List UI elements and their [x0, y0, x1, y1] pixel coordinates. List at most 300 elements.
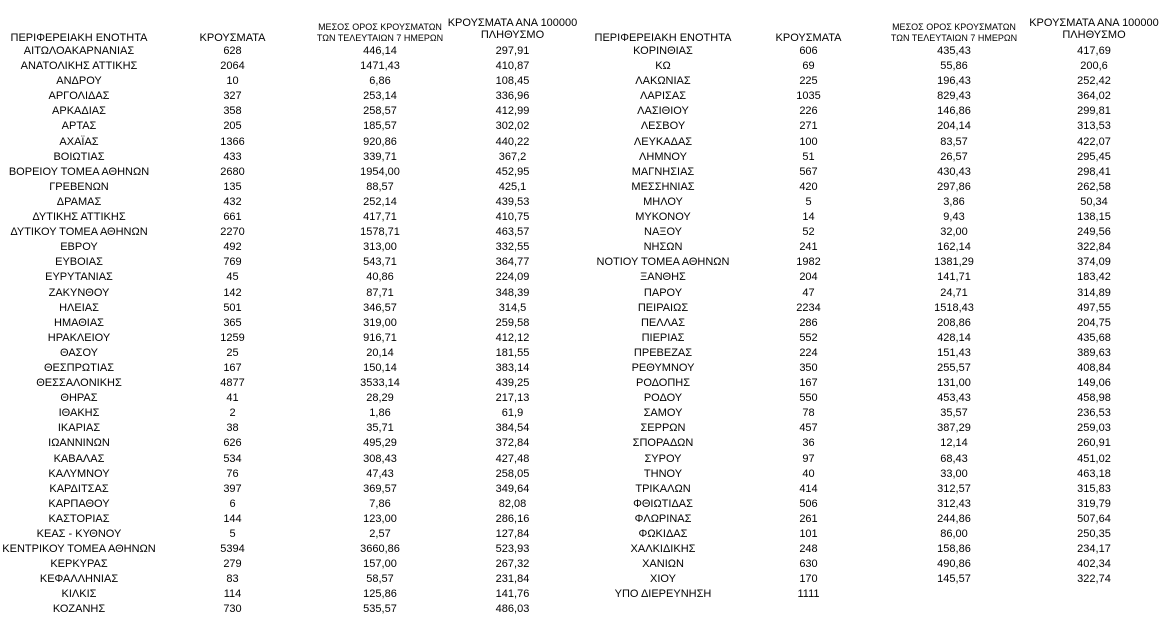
cell-avg7: 495,29 — [363, 437, 397, 450]
cell-cases: 5 — [805, 195, 812, 208]
cell-avg7: 7,86 — [369, 497, 391, 510]
cell-per100k: 374,09 — [1077, 256, 1111, 269]
cell-per100k: 372,84 — [495, 437, 530, 450]
cell-per100k: 507,64 — [1077, 512, 1111, 525]
table-row — [589, 391, 1166, 406]
cell-avg7: 435,43 — [937, 45, 971, 57]
cell-per100k: 332,55 — [495, 241, 530, 254]
table-row — [589, 301, 1166, 316]
cell-avg7: 33,00 — [940, 467, 968, 480]
cell-avg7: 346,57 — [363, 301, 397, 314]
cell-avg7: 1381,29 — [934, 256, 974, 269]
table-row — [589, 527, 1166, 542]
table-row — [0, 74, 585, 89]
cell-avg7: 417,71 — [363, 211, 397, 224]
cell-cases: 100 — [799, 135, 818, 148]
cell-region: ΚΑΒΑΛΑΣ — [53, 452, 105, 465]
cell-per100k: 383,14 — [495, 361, 530, 374]
table-row — [0, 436, 585, 451]
cell-cases: 248 — [799, 543, 818, 556]
cell-avg7: 20,14 — [366, 346, 394, 359]
cell-region: ΣΕΡΡΩΝ — [640, 422, 686, 435]
cell-region: ΚΕΡΚΥΡΑΣ — [50, 558, 108, 571]
cell-region: ΑΡΚΑΔΙΑΣ — [52, 105, 106, 118]
cell-avg7: 131,00 — [937, 377, 971, 390]
table-row — [589, 436, 1166, 451]
cell-cases: 2270 — [220, 226, 245, 239]
cell-avg7: 141,71 — [937, 271, 971, 284]
cell-avg7: 1518,43 — [934, 301, 974, 314]
table-row — [589, 225, 1166, 240]
cell-region: ΧΑΝΙΩΝ — [642, 558, 684, 571]
cell-avg7: 145,57 — [937, 573, 971, 586]
cell-cases: 167 — [799, 377, 818, 390]
cell-per100k: 258,05 — [495, 467, 530, 480]
cell-cases: 14 — [802, 211, 815, 224]
cell-avg7: 252,14 — [363, 195, 397, 208]
cell-avg7: 312,57 — [937, 482, 971, 495]
cell-region: ΜΗΛΟΥ — [643, 195, 683, 208]
header-region: ΠΕΡΙΦΕΡΕΙΑΚΗ ΕΝΟΤΗΤΑ — [594, 32, 732, 44]
cell-per100k: 314,89 — [1077, 286, 1111, 299]
cell-cases: 550 — [799, 392, 818, 405]
cell-per100k: 463,57 — [495, 226, 530, 239]
cell-per100k: 412,99 — [495, 105, 530, 118]
cell-cases: 1259 — [220, 331, 245, 344]
cell-per100k: 412,12 — [495, 331, 530, 344]
table-row — [0, 135, 585, 150]
table-row — [589, 452, 1166, 467]
table-row — [0, 391, 585, 406]
cell-region: ΜΕΣΣΗΝΙΑΣ — [631, 180, 695, 193]
cell-per100k: 127,84 — [495, 528, 530, 540]
cell-region: ΧΙΟΥ — [650, 573, 676, 586]
cell-region: ΚΑΡΔΙΤΣΑΣ — [49, 482, 109, 495]
cell-cases: 286 — [799, 316, 818, 329]
cell-region: ΘΗΡΑΣ — [60, 392, 98, 405]
table-row — [0, 180, 585, 195]
cell-avg7: 150,14 — [363, 361, 397, 374]
cell-region: ΕΥΒΟΙΑΣ — [55, 256, 103, 269]
table-row — [0, 240, 585, 255]
table-row — [0, 467, 585, 482]
table-row — [0, 286, 585, 301]
cell-avg7: 40,86 — [366, 271, 394, 284]
cell-region: ΦΩΚΙΔΑΣ — [638, 528, 688, 540]
cell-region: ΑΧΑΪΑΣ — [59, 135, 99, 148]
cell-region: ΙΘΑΚΗΣ — [58, 407, 100, 420]
cell-per100k: 50,34 — [1080, 195, 1108, 208]
cell-per100k: 234,17 — [1077, 543, 1111, 556]
cell-avg7: 3660,86 — [360, 543, 400, 556]
cell-cases: 45 — [226, 271, 239, 284]
table-row — [0, 406, 585, 421]
cell-cases: 279 — [223, 558, 242, 571]
cell-cases: 628 — [223, 45, 242, 57]
table-header — [0, 0, 585, 44]
cell-avg7: 32,00 — [940, 226, 968, 239]
cell-avg7: 339,71 — [363, 150, 397, 163]
cell-avg7: 1471,43 — [360, 60, 400, 73]
cell-avg7: 387,29 — [937, 422, 971, 435]
cell-avg7: 87,71 — [366, 286, 394, 299]
header-region: ΠΕΡΙΦΕΡΕΙΑΚΗ ΕΝΟΤΗΤΑ — [10, 32, 148, 44]
cell-cases: 567 — [799, 165, 818, 178]
cell-region: ΧΑΛΚΙΔΙΚΗΣ — [630, 543, 696, 556]
cell-per100k: 384,54 — [495, 422, 530, 435]
cell-region: ΚΕΑΣ - ΚΥΘΝΟΥ — [36, 528, 122, 540]
cell-region: ΛΗΜΝΟΥ — [639, 150, 687, 163]
cell-per100k: 435,68 — [1077, 331, 1111, 344]
cell-region: ΔΥΤΙΚΟΥ ΤΟΜΕΑ ΑΘΗΝΩΝ — [10, 226, 148, 239]
table-row — [0, 331, 585, 346]
cell-per100k: 439,53 — [495, 195, 530, 208]
cell-region: ΠΑΡΟΥ — [643, 286, 683, 299]
cell-per100k: 138,15 — [1077, 211, 1111, 224]
cell-region: ΓΡΕΒΕΝΩΝ — [49, 180, 109, 193]
cell-cases: 69 — [802, 60, 815, 73]
cell-cases: 492 — [223, 241, 242, 254]
cell-region: ΚΕΦΑΛΛΗΝΙΑΣ — [39, 573, 119, 586]
cell-per100k: 322,74 — [1077, 573, 1111, 586]
cell-cases: 47 — [802, 286, 815, 299]
cell-per100k: 458,98 — [1077, 392, 1111, 405]
cell-cases: 25 — [226, 346, 239, 359]
header-per100k: ΚΡΟΥΣΜΑΤΑ ΑΝΑ 100000 ΠΛΗΘΥΣΜΟ — [1029, 17, 1159, 41]
cell-per100k: 389,63 — [1077, 346, 1111, 359]
cell-cases: 10 — [226, 75, 239, 88]
cell-per100k: 250,35 — [1077, 528, 1111, 540]
cell-cases: 2064 — [220, 60, 245, 73]
cell-avg7: 255,57 — [937, 361, 971, 374]
cell-avg7: 9,43 — [943, 211, 965, 224]
cell-cases: 142 — [223, 286, 242, 299]
cell-region: ΛΑΡΙΣΑΣ — [639, 90, 686, 103]
cell-cases: 397 — [223, 482, 242, 495]
cell-per100k: 224,09 — [495, 271, 530, 284]
cell-cases: 101 — [799, 528, 818, 540]
cell-region: ΛΑΚΩΝΙΑΣ — [635, 75, 691, 88]
table-row — [589, 150, 1166, 165]
table-row — [0, 452, 585, 467]
table-row — [589, 270, 1166, 285]
cell-region: ΤΗΝΟΥ — [643, 467, 683, 480]
cell-region: ΝΗΣΩΝ — [643, 241, 683, 254]
cell-cases: 2 — [229, 407, 236, 420]
cell-avg7: 86,00 — [940, 528, 968, 540]
table-row — [589, 240, 1166, 255]
cell-region: ΚΑΛΥΜΝΟΥ — [48, 467, 110, 480]
cell-cases: 261 — [799, 512, 818, 525]
cell-region: ΡΟΔΟΠΗΣ — [635, 377, 691, 390]
table-row — [0, 602, 585, 617]
table-row — [589, 467, 1166, 482]
cell-region: ΠΙΕΡΙΑΣ — [641, 331, 685, 344]
cell-cases: 225 — [799, 75, 818, 88]
cell-avg7: 58,57 — [366, 573, 394, 586]
cell-per100k: 319,79 — [1077, 497, 1111, 510]
cell-region: ΚΟΡΙΝΘΙΑΣ — [633, 45, 693, 57]
cell-cases: 36 — [802, 437, 815, 450]
cell-cases: 1366 — [220, 135, 245, 148]
table-row — [589, 89, 1166, 104]
table-row — [589, 572, 1166, 587]
cell-cases: 224 — [799, 346, 818, 359]
cell-region: ΚΟΖΑΝΗΣ — [52, 603, 106, 616]
cell-cases: 1982 — [796, 256, 821, 269]
cell-cases: 4877 — [220, 377, 245, 390]
table-row — [0, 195, 585, 210]
table-row — [589, 406, 1166, 421]
table-row — [589, 59, 1166, 74]
cell-per100k: 141,76 — [495, 588, 530, 601]
table-row — [589, 135, 1166, 150]
table-row — [0, 270, 585, 285]
cell-region: ΛΕΣΒΟΥ — [640, 120, 686, 133]
cell-cases: 358 — [223, 105, 242, 118]
cell-per100k: 217,13 — [495, 392, 530, 405]
cell-per100k: 299,81 — [1077, 105, 1111, 118]
table-row — [589, 286, 1166, 301]
cell-region: ΕΒΡΟΥ — [60, 241, 98, 254]
table-row — [0, 150, 585, 165]
cell-region: ΛΑΣΙΘΙΟΥ — [637, 105, 689, 118]
cell-per100k: 183,42 — [1077, 271, 1111, 284]
cell-region: ΦΛΩΡΙΝΑΣ — [634, 512, 692, 525]
cell-avg7: 258,57 — [363, 105, 397, 118]
cell-region: ΛΕΥΚΑΔΑΣ — [633, 135, 693, 148]
header-per100k: ΚΡΟΥΣΜΑΤΑ ΑΝΑ 100000 ΠΛΗΘΥΣΜΟ — [447, 17, 578, 41]
cell-avg7: 535,57 — [363, 603, 397, 616]
cell-avg7: 1,86 — [369, 407, 391, 420]
cell-per100k: 108,45 — [495, 75, 530, 88]
cell-per100k: 298,41 — [1077, 165, 1111, 178]
cell-per100k: 348,39 — [495, 286, 530, 299]
cell-avg7: 83,57 — [940, 135, 968, 148]
cell-avg7: 68,43 — [940, 452, 968, 465]
cell-region: ΑΝΑΤΟΛΙΚΗΣ ΑΤΤΙΚΗΣ — [20, 60, 138, 73]
cell-per100k: 252,42 — [1077, 75, 1111, 88]
cell-region: ΚΙΛΚΙΣ — [61, 588, 97, 601]
cell-per100k: 260,91 — [1077, 437, 1111, 450]
cell-avg7: 308,43 — [363, 452, 397, 465]
cell-cases: 420 — [799, 180, 818, 193]
cell-cases: 76 — [226, 467, 239, 480]
cell-per100k: 410,87 — [495, 60, 530, 73]
table-row — [0, 482, 585, 497]
table-row — [0, 376, 585, 391]
cell-cases: 661 — [223, 211, 242, 224]
cell-cases: 457 — [799, 422, 818, 435]
cell-per100k: 297,91 — [495, 45, 530, 57]
cell-avg7: 428,14 — [937, 331, 971, 344]
cell-cases: 6 — [229, 497, 236, 510]
cell-avg7: 319,00 — [363, 316, 397, 329]
table-row — [589, 482, 1166, 497]
table-body-right — [589, 44, 1166, 602]
cell-region: ΜΑΓΝΗΣΙΑΣ — [631, 165, 695, 178]
cell-cases: 52 — [802, 226, 815, 239]
table-row — [589, 512, 1166, 527]
cell-per100k: 200,6 — [1080, 60, 1108, 73]
table-row — [0, 225, 585, 240]
cell-cases: 1035 — [796, 90, 821, 103]
cell-per100k: 322,84 — [1077, 241, 1111, 254]
cell-per100k: 463,18 — [1077, 467, 1111, 480]
table-row — [0, 119, 585, 134]
cell-avg7: 244,86 — [937, 512, 971, 525]
cell-region: ΚΑΣΤΟΡΙΑΣ — [48, 512, 110, 525]
table-row — [589, 331, 1166, 346]
cell-avg7: 2,57 — [369, 528, 391, 540]
cell-cases: 350 — [799, 361, 818, 374]
table-row — [0, 59, 585, 74]
table-row — [0, 104, 585, 119]
cell-avg7: 28,29 — [366, 392, 394, 405]
table-row — [0, 421, 585, 436]
cell-region: ΘΕΣΣΑΛΟΝΙΚΗΣ — [36, 377, 122, 390]
cell-cases: 2680 — [220, 165, 245, 178]
cell-cases: 51 — [802, 150, 815, 163]
cell-region: ΙΚΑΡΙΑΣ — [57, 422, 101, 435]
cell-cases: 414 — [799, 482, 818, 495]
cell-region: ΘΕΣΠΡΩΤΙΑΣ — [43, 361, 115, 374]
cell-cases: 552 — [799, 331, 818, 344]
cell-per100k: 425,1 — [498, 180, 527, 193]
table-row — [589, 497, 1166, 512]
cell-avg7: 35,57 — [940, 407, 968, 420]
cell-per100k: 231,84 — [495, 573, 530, 586]
cell-region: ΚΕΝΤΡΙΚΟΥ ΤΟΜΕΑ ΑΘΗΝΩΝ — [2, 543, 156, 556]
cell-per100k: 302,02 — [495, 120, 530, 133]
cell-region: ΑΝΔΡΟΥ — [56, 75, 102, 88]
cell-cases: 5394 — [220, 543, 245, 556]
cell-avg7: 3,86 — [943, 195, 965, 208]
cell-cases: 506 — [799, 497, 818, 510]
cell-region: ΡΕΘΥΜΝΟΥ — [631, 361, 695, 374]
cell-avg7: 125,86 — [363, 588, 397, 601]
cell-avg7: 24,71 — [940, 286, 968, 299]
cell-cases: 83 — [226, 573, 239, 586]
cell-avg7: 185,57 — [363, 120, 397, 133]
cell-per100k: 422,07 — [1077, 135, 1111, 148]
table-row — [589, 255, 1166, 270]
cell-cases: 241 — [799, 241, 818, 254]
cell-cases: 38 — [226, 422, 239, 435]
cell-region: ΚΩ — [655, 60, 671, 73]
cell-region: ΣΠΟΡΑΔΩΝ — [632, 437, 694, 450]
cell-avg7: 369,57 — [363, 482, 397, 495]
cell-per100k: 315,83 — [1077, 482, 1111, 495]
table-row — [589, 165, 1166, 180]
cell-per100k: 440,22 — [495, 135, 530, 148]
cell-per100k: 236,53 — [1077, 407, 1111, 420]
header-cases: ΚΡΟΥΣΜΑΤΑ — [199, 32, 266, 44]
table-row — [589, 316, 1166, 331]
cell-avg7: 162,14 — [937, 241, 971, 254]
cell-avg7: 55,86 — [940, 60, 968, 73]
table-row — [589, 587, 1166, 602]
cell-per100k: 364,77 — [495, 256, 530, 269]
cell-per100k: 61,9 — [501, 407, 524, 420]
cell-avg7: 430,43 — [937, 165, 971, 178]
table-row — [589, 119, 1166, 134]
cell-cases: 730 — [223, 603, 242, 616]
cell-cases: 534 — [223, 452, 242, 465]
cell-avg7: 490,86 — [937, 558, 971, 571]
cell-avg7: 157,00 — [363, 558, 397, 571]
cell-region: ΝΑΞΟΥ — [644, 226, 682, 239]
cell-avg7: 1954,00 — [360, 165, 400, 178]
table-row — [0, 255, 585, 270]
cell-cases: 135 — [223, 180, 242, 193]
cell-region: ΒΟΙΩΤΙΑΣ — [53, 150, 105, 163]
cell-avg7: 12,14 — [940, 437, 968, 450]
cell-per100k: 259,58 — [495, 316, 530, 329]
cell-avg7: 829,43 — [937, 90, 971, 103]
table-row — [589, 376, 1166, 391]
table-row — [0, 165, 585, 180]
table-row — [589, 210, 1166, 225]
cell-cases: 327 — [223, 90, 242, 103]
cell-per100k: 249,56 — [1077, 226, 1111, 239]
cell-cases: 433 — [223, 150, 242, 163]
table-row — [0, 557, 585, 572]
cell-avg7: 3533,14 — [360, 377, 400, 390]
table-row — [589, 180, 1166, 195]
cell-avg7: 26,57 — [940, 150, 968, 163]
table-row — [0, 44, 585, 59]
table-row — [0, 301, 585, 316]
cell-region: ΤΡΙΚΑΛΩΝ — [635, 482, 691, 495]
cell-avg7: 88,57 — [366, 180, 394, 193]
cell-region: ΣΑΜΟΥ — [643, 407, 683, 420]
table-right-half — [589, 0, 1166, 602]
table-row — [589, 44, 1166, 59]
cell-per100k: 82,08 — [498, 497, 527, 510]
cell-avg7: 146,86 — [937, 105, 971, 118]
cell-per100k: 410,75 — [495, 211, 530, 224]
header-avg7: ΜΕΣΟΣ ΟΡΟΣ ΚΡΟΥΣΜΑΤΩΝ ΤΩΝ ΤΕΛΕΥΤΑΙΩΝ 7 ΗΜΕΡΩΝ — [890, 22, 1018, 43]
cell-region: ΑΙΤΩΛΟΑΚΑΡΝΑΝΙΑΣ — [23, 45, 135, 57]
table-row — [0, 542, 585, 557]
cell-per100k: 417,69 — [1077, 45, 1111, 57]
cell-avg7: 151,43 — [937, 346, 971, 359]
cell-region: ΑΡΓΟΛΙΔΑΣ — [48, 90, 110, 103]
cell-per100k: 314,5 — [498, 301, 527, 314]
cell-per100k: 497,55 — [1077, 301, 1111, 314]
table-row — [0, 497, 585, 512]
cell-avg7: 453,43 — [937, 392, 971, 405]
cell-region: ΕΥΡΥΤΑΝΙΑΣ — [45, 271, 113, 284]
cell-avg7: 208,86 — [937, 316, 971, 329]
cell-region: ΗΛΕΙΑΣ — [59, 301, 99, 314]
cell-region: ΚΑΡΠΑΘΟΥ — [48, 497, 110, 510]
cell-avg7: 1578,71 — [360, 226, 400, 239]
cell-avg7: 916,71 — [363, 331, 397, 344]
cell-cases: 144 — [223, 512, 242, 525]
table-row — [0, 512, 585, 527]
cell-region: ΠΡΕΒΕΖΑΣ — [633, 346, 693, 359]
cell-cases: 630 — [799, 558, 818, 571]
cell-per100k: 286,16 — [495, 512, 530, 525]
cell-cases: 40 — [802, 467, 815, 480]
cell-cases: 365 — [223, 316, 242, 329]
table-row — [589, 74, 1166, 89]
table-row — [0, 316, 585, 331]
header-cases: ΚΡΟΥΣΜΑΤΑ — [775, 32, 842, 44]
cell-cases: 769 — [223, 256, 242, 269]
